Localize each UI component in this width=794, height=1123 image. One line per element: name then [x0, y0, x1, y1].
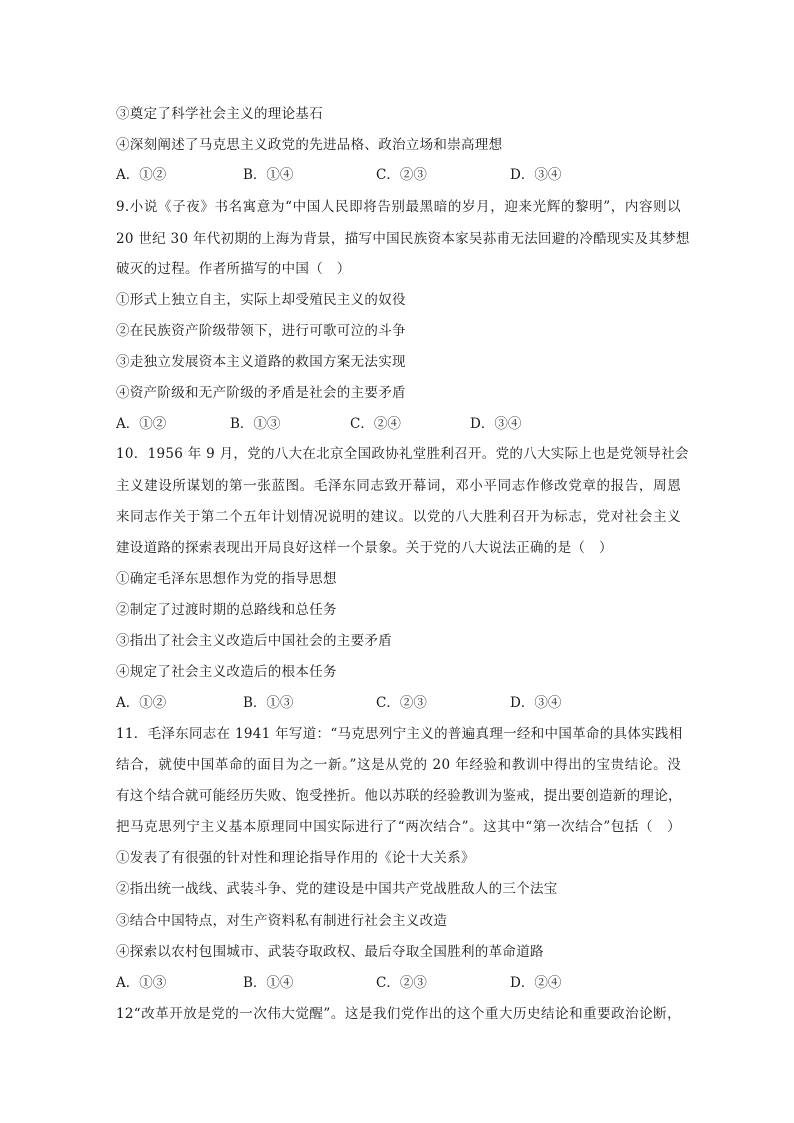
q11-stem-line-1: 11．毛泽东同志在 1941 年写道：“马克思列宁主义的普遍真理一经和中国革命的具体实践相	[116, 726, 683, 742]
q10-statement-1: ①确定毛泽东思想作为党的指导思想	[116, 571, 337, 587]
q10-statement-3: ③指出了社会主义改造后中国社会的主要矛盾	[116, 633, 392, 649]
q9-option-b: B．①③	[230, 416, 281, 432]
q8-statement-4: ④深刻阐述了马克思主义政党的先进品格、政治立场和崇高理想	[116, 137, 503, 153]
q9-option-d: D．③④	[470, 416, 522, 432]
q9-stem-line-3: 破灭的过程。作者所描写的中国（ ）	[116, 261, 351, 277]
q10-stem-line-3: 来同志作关于第二个五年计划情况说明的建议。以党的八大胜利召开为标志，党对社会主义	[116, 509, 681, 525]
q9-option-c: C．②④	[350, 416, 401, 432]
q9-stem-line-2: 20 世纪 30 年代初期的上海为背景，描写中国民族资本家吴荪甫无法回避的冷酷现实及其梦想	[116, 231, 690, 247]
q11-option-d: D．②④	[510, 975, 562, 991]
q10-stem-line-1: 10．1956 年 9 月，党的八大在北京全国政协礼堂胜利召开。党的八大实际上也是党领导社会	[116, 446, 689, 462]
q10-stem-line-4: 建设道路的探索表现出开局良好这样一个景象。关于党的八大说法正确的是（ ）	[116, 540, 613, 556]
q11-statement-2: ②指出统一战线、武装斗争、党的建设是中国共产党战胜敌人的三个法宝	[116, 881, 558, 897]
q10-option-b: B．①③	[243, 695, 294, 711]
q9-stem-line-1: 9.小说《子夜》书名寓意为“中国人民即将告别最黑暗的岁月，迎来光辉的黎明”，内容则以	[116, 199, 681, 215]
q10-option-c: C．②③	[376, 695, 427, 711]
q9-option-a: A．①②	[116, 416, 167, 432]
q11-stem-line-4: 把马克思列宁主义基本原理同中国实际进行了“两次结合”。这其中“第一次结合”包括（ ）	[116, 819, 681, 835]
q11-option-c: C．②③	[376, 975, 427, 991]
q10-option-d: D．③④	[510, 695, 562, 711]
q11-stem-line-2: 结合，就使中国革命的面目为之一新。”这是从党的 20 年经验和教训中得出的宝贵结论。没	[116, 757, 681, 773]
q10-option-a: A．①②	[116, 695, 167, 711]
q8-option-b: B．①④	[243, 167, 294, 183]
q8-option-a: A．①②	[116, 167, 167, 183]
q11-statement-4: ④探索以农村包围城市、武装夺取政权、最后夺取全国胜利的革命道路	[116, 944, 544, 960]
q9-statement-4: ④资产阶级和无产阶级的矛盾是社会的主要矛盾	[116, 385, 406, 401]
q8-option-c: C．②③	[376, 167, 427, 183]
q11-statement-3: ③结合中国特点，对生产资料私有制进行社会主义改造	[116, 913, 448, 929]
q10-stem-line-2: 主义建设所谋划的第一张蓝图。毛泽东同志致开幕词，邓小平同志作修改党章的报告，周恩	[116, 478, 681, 494]
q9-statement-3: ③走独立发展资本主义道路的救国方案无法实现	[116, 354, 406, 370]
q10-statement-4: ④规定了社会主义改造后的根本任务	[116, 664, 337, 680]
q11-option-a: A．①③	[116, 975, 167, 991]
q11-statement-1: ①发表了有很强的针对性和理论指导作用的《论十大关系》	[116, 850, 475, 866]
q10-statement-2: ②制定了过渡时期的总路线和总任务	[116, 602, 337, 618]
q9-statement-2: ②在民族资产阶级带领下，进行可歌可泣的斗争	[116, 323, 406, 339]
q8-statement-3: ③奠定了科学社会主义的理论基石	[116, 106, 323, 122]
q12-stem-line-1: 12“改革开放是党的一次伟大觉醒”。这是我们党作出的这个重大历史结论和重要政治论断，	[116, 1006, 681, 1022]
q11-stem-line-3: 有这个结合就可能经历失败、饱受挫折。他以苏联的经验教训为鉴戒，提出要创造新的理论，	[116, 788, 682, 804]
q8-option-d: D．③④	[510, 167, 562, 183]
q11-option-b: B．①④	[243, 975, 294, 991]
q9-statement-1: ①形式上独立自主，实际上却受殖民主义的奴役	[116, 292, 406, 308]
